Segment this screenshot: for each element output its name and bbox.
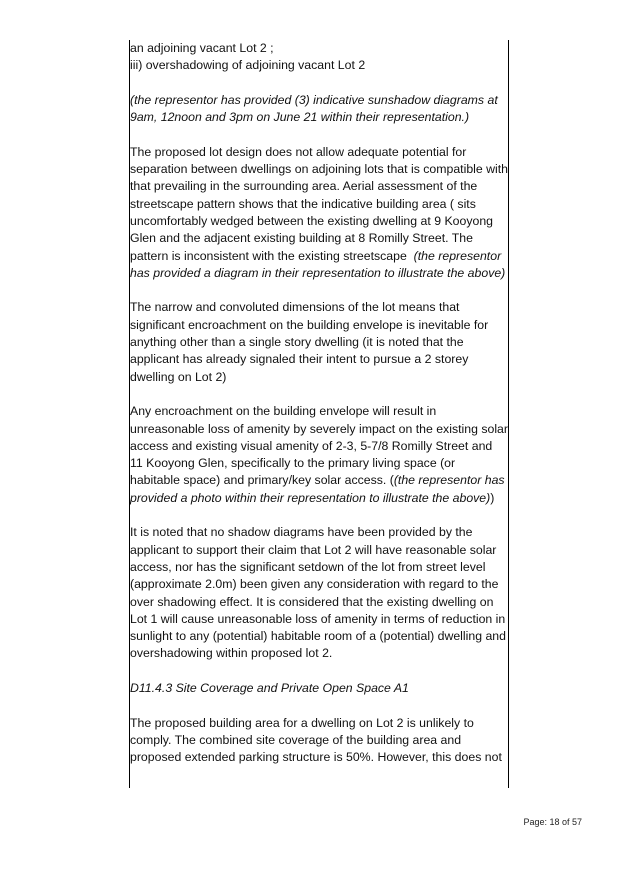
paragraph-note (130, 92, 508, 127)
paragraph: It is noted that no shadow diagrams have been provided by the applicant to support their claim that Lot 2 will have reasonable solar access, nor has the significant setdown of the lot from street level (approximate 2.0m) been given any consideration with regard to the over shadowing effect. It is considered that the existing dwelling on Lot 1 will cause unreasonable loss of amenity in terms of reduction in sunlight to any (potential) habitable room of a (potential) dwelling and overshadowing within proposed lot 2. (130, 525, 506, 661)
paragraph-line: iii) overshadowing of adjoining vacant Lot 2 (130, 58, 366, 73)
paragraph: The narrow and convoluted dimensions of the lot means that significant encroachment on the building envelope is inevitable for anything other than a single story dwelling (it is noted that the applicant has already signaled their intent to pursue a 2 storey dwelling on Lot 2) (130, 300, 489, 384)
paragraph: The proposed building area for a dwelling on Lot 2 is unlikely to comply. The combined site coverage of the building area and proposed extended parking structure is 50%. However, this does not (130, 715, 502, 765)
section-heading: D11.4.3 Site Coverage and Private Open Space A1 (130, 680, 409, 695)
paragraph (130, 403, 508, 507)
document-body (130, 40, 508, 784)
paragraph-text: The proposed lot design does not allow adequate potential for separation between dwellings on adjoining lots that is compatible with that prevailing in the surrounding area. Aerial assessment of the streetscape pattern shows that the indicative building area ( sits uncomfortably wedged between the existing dwelling at 9 Kooyong Glen and the adjacent existing building at 8 Romilly Street. The pattern is inconsistent with the existing streetscape (130, 144, 509, 263)
page-number: Page: 18 of 57 (523, 817, 582, 827)
italic-note: (the representor has provided a diagram in their representation to illustrate the above) (130, 248, 506, 280)
paragraph (130, 144, 508, 282)
italic-note: (the representor has provided (3) indicative sunshadow diagrams at 9am, 12noon and 3pm on June 21 within their representation.) (130, 92, 498, 125)
paragraph-text: ) (490, 490, 495, 505)
paragraph-line: an adjoining vacant Lot 2 ; (130, 41, 274, 55)
italic-note: (the representor has provided a photo within their representation to illustrate the above) (130, 473, 505, 505)
paragraph-text: Any encroachment on the building envelope will result in unreasonable loss of amenity by severely impact on the existing solar access and existing visual amenity of 2-3, 5-7/8 Romilly Street and 11 Kooyong Glen, specifically to the primary living space (or habitable space) and primary/key solar access. ( (130, 404, 508, 488)
